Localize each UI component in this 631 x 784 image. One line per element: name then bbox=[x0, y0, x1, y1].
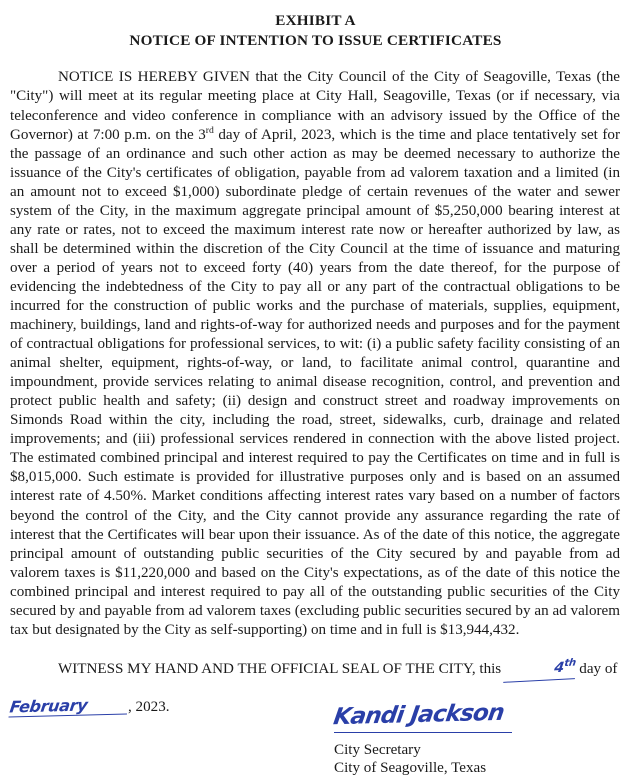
witness-text-after-day: day of bbox=[575, 660, 618, 677]
signature-rule bbox=[334, 732, 512, 733]
page-subtitle: NOTICE OF INTENTION TO ISSUE CERTIFICATES bbox=[129, 32, 502, 50]
witness-paragraph bbox=[10, 657, 620, 681]
witness-text-before-day: WITNESS MY HAND AND THE OFFICIAL SEAL OF THE CITY, this bbox=[58, 660, 505, 677]
ordinal-suffix: rd bbox=[205, 124, 214, 136]
handwritten-day-number: 4 bbox=[553, 659, 565, 677]
signatory-organization: City of Seagoville, Texas bbox=[334, 760, 487, 776]
document-body bbox=[0, 68, 631, 717]
witness-year-text: , 2023. bbox=[128, 698, 170, 715]
signatory-role: City Secretary bbox=[334, 742, 421, 758]
notice-paragraph bbox=[10, 68, 620, 639]
notice-text-part-one: NOTICE IS HEREBY GIVEN that the City Council of the City of Seagoville, Texas (the "City") will meet at its regular meeting place at City Hall, Seagoville, Texas (or if necessary, via teleconference and video conference in compliance with an advisory issued by the Office of the Governor) at 7:00 p.m. on the 3 bbox=[10, 69, 620, 143]
signature-block bbox=[331, 699, 614, 777]
notice-text-part-two: day of April, 2023, which is the time and place tentatively set for the passage of an ordinance and such other action as may be deemed necessary to authorize the issuance of the City's certificates of obligation, payable from ad valorem taxation and a limited (in an amount not to exceed $1,000) subordinate pledge of certain revenues of the water and sewer system of the City, in the maximum aggregate principal amount of $5,250,000 bearing interest at any rate or rates, not to exceed the maximum interest rate now or hereafter authorized by law, as shall be determined within the discretion of the City Council at the time of issuance and maturing over a period of years not to exceed forty (40) years from the date thereof, for the purpose of evidencing the indebtedness of the City to pay all or any part of the contractual obligations to be incurred for the construction of public works and the purchase of materials, supplies, equipment, machinery, buildings, land and rights-of-way for authorized needs and purposes and for the payment of contractual obligations for professional services, to wit: (i) a public safety facility consisting of an animal shelter, equipment, rights-of-way, or land, to facilitate animal control, quarantine and impoundment, provide services relating to animal disease recognition, control, and prevention and protect public health and safety; (ii) design and construct street and roadway improvements on Simonds Road within the city, including the road, street, sidewalks, curb, drainage and related improvements; and (iii) professional services rendered in connection with the above listed project. The estimated combined principal and interest required to pay the Certificates on time and in full is $8,015,000. Such estimate is provided for illustrative purposes only and is based on an assumed interest rate of 4.50%. Market conditions affecting interest rates vary based on a number of factors beyond the control of the City, and the City cannot provide any assurance regarding the rate of interest that the Certificates will bear upon their issuance. As of the date of this notice, the aggregate principal amount of outstanding public securities of the City secured by and payable from ad valorem taxes is $11,220,000 and based on the City's expectations, as of the date of this notice the combined principal and interest required to pay all of the outstanding public securities of the City secured by and payable from ad valorem taxes (excluding public securities secured by an ad valorem tax but designated by the City as self-supporting) on time and in full is $13,944,432. bbox=[10, 126, 621, 638]
handwritten-month-field: February bbox=[8, 694, 129, 717]
handwritten-day-suffix: th bbox=[563, 657, 577, 669]
document-header bbox=[0, 0, 631, 51]
page-title: EXHIBIT A bbox=[275, 12, 356, 29]
handwritten-day-field bbox=[503, 658, 577, 683]
handwritten-signature: Kandi Jackson bbox=[331, 699, 506, 731]
signature-line-wrap bbox=[331, 699, 614, 740]
